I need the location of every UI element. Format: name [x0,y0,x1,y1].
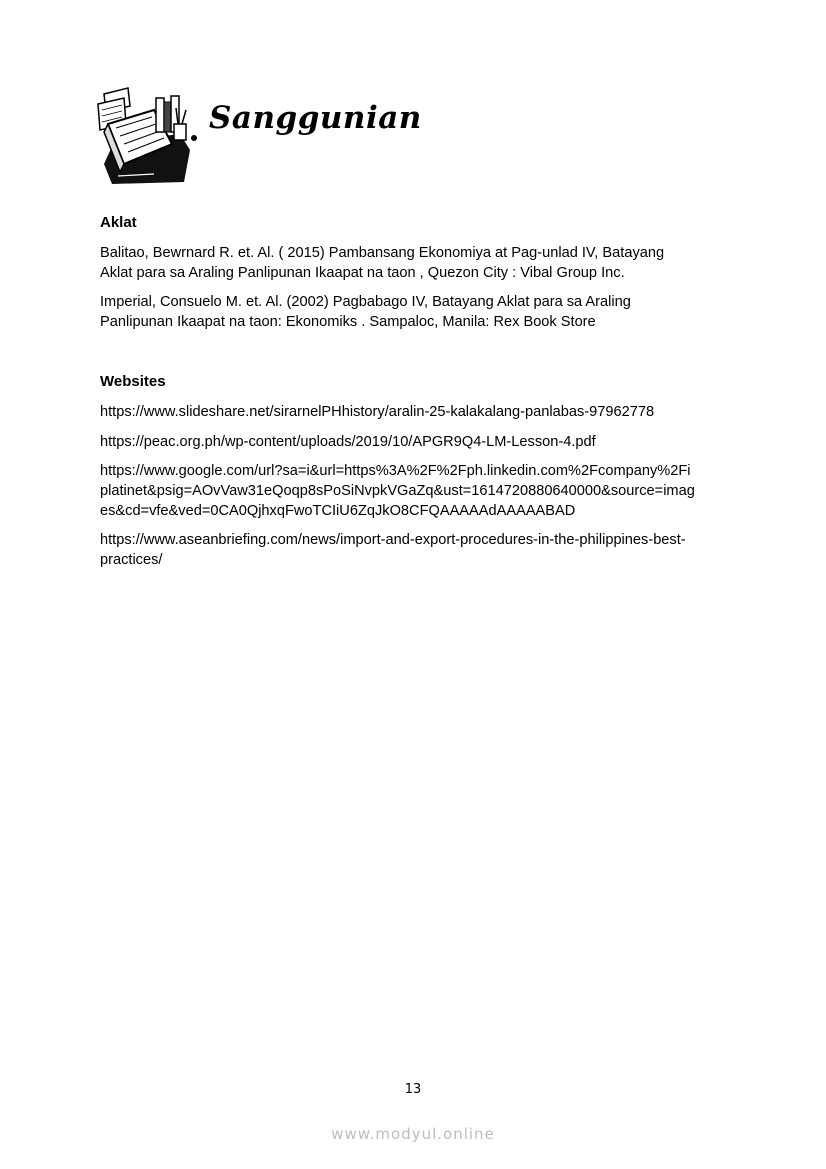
website-link[interactable] [100,402,740,422]
link-line[interactable]: https://peac.org.ph/wp-content/uploads/2019/10/APGR9Q4-LM-Lesson-4.pdf [100,434,596,450]
link-line[interactable]: https://www.google.com/url?sa=i&url=https%3A%2F%2Fph.linkedin.com%2Fcompany%2Fi [100,463,691,479]
section-heading-aklat: Aklat [100,214,137,231]
website-link[interactable] [100,530,740,570]
page-number: 13 [404,1082,422,1097]
link-line[interactable]: https://www.slideshare.net/sirarnelPHhistory/aralin-25-kalakalang-panlabas-97962778 [100,404,655,420]
book-reference [100,243,740,283]
link-line[interactable]: es&cd=vfe&ved=0CA0QjhxqFwoTCIiU6ZqJkO8CFQAAAAAdAAAAABAD [100,503,576,519]
reference-line: Imperial, Consuelo M. et. Al. (2002) Pagbabago IV, Batayang Aklat para sa Araling [100,294,631,310]
link-line[interactable]: https://www.aseanbriefing.com/news/import-and-export-procedures-in-the-philippines-best- [100,532,686,548]
page-title: Sanggunian [209,100,422,136]
books-desk-icon [94,84,198,186]
section-heading-websites: Websites [100,373,166,390]
reference-line: Panlipunan Ikaapat na taon: Ekonomiks . Sampaloc, Manila: Rex Book Store [100,314,596,330]
link-line[interactable]: platinet&psig=AOvVaw31eQoqp8sPoSiNvpkVGaZq&ust=1614720880640000&source=imag [100,483,695,499]
book-reference [100,292,740,332]
reference-line: Balitao, Bewrnard R. et. Al. ( 2015) Pambansang Ekonomiya at Pag-unlad IV, Batayang [100,245,665,261]
link-line[interactable]: practices/ [100,552,163,568]
watermark: www.modyul.online [331,1125,495,1143]
website-link[interactable] [100,461,740,521]
website-link[interactable] [100,432,740,452]
reference-line: Aklat para sa Araling Panlipunan Ikaapat na taon , Quezon City : Vibal Group Inc. [100,265,625,281]
